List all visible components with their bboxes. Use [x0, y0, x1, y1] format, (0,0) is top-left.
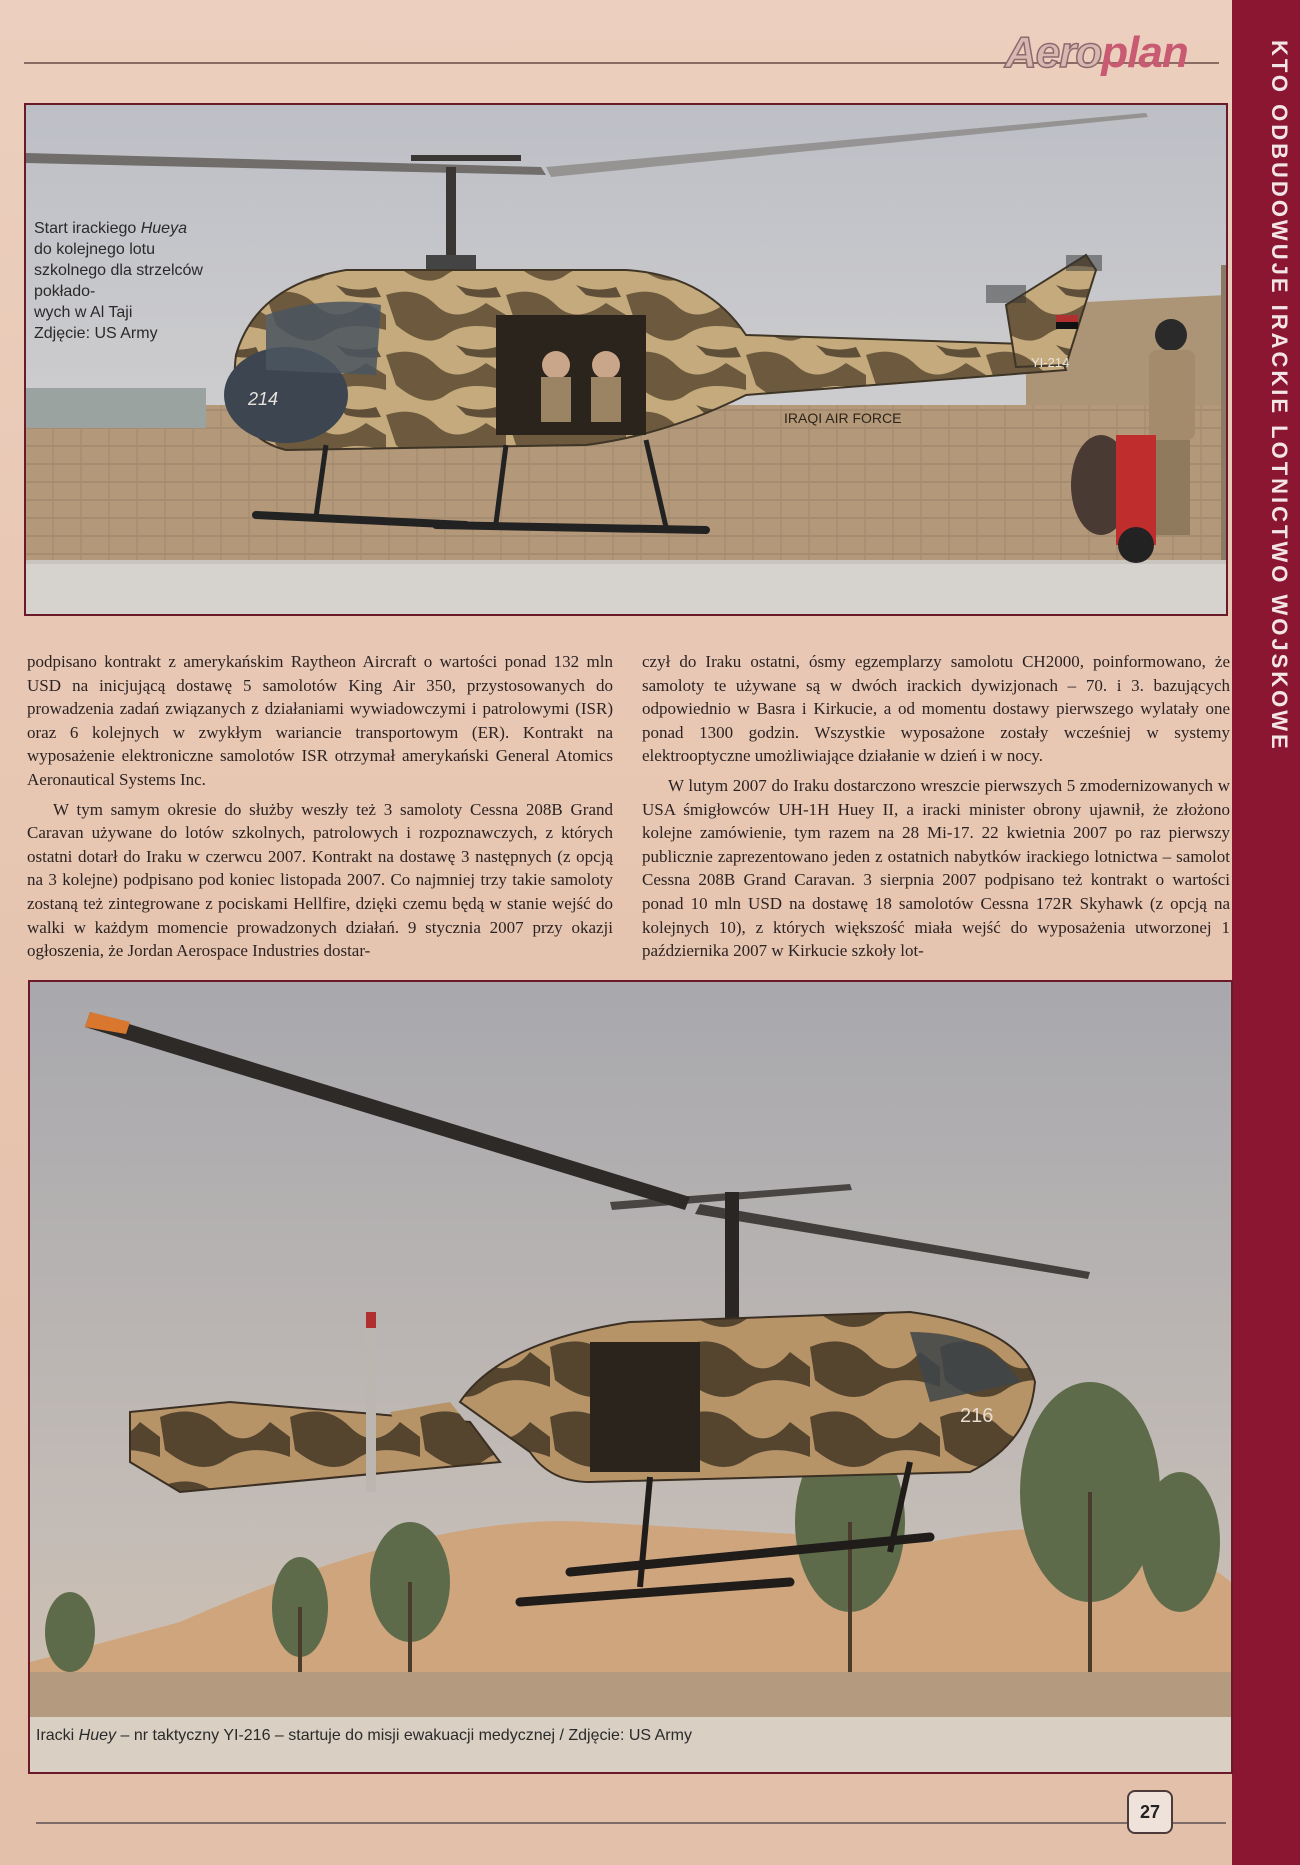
article-column-right	[642, 650, 1230, 963]
article-column-left	[27, 650, 613, 963]
magazine-logo: Aeroplan	[1005, 28, 1188, 77]
photo-helicopter-216	[28, 980, 1233, 1774]
tail-number-216: 216	[960, 1405, 994, 1427]
paragraph: W tym samym okresie do służby weszły też 3 samoloty Cessna 208B Grand Caravan używane do lotów szkolnych, patrolowych i rozpoznawczych, z których ostatni dotarł do Iraku w czerwcu 2007. Kontrakt na dostawę 3 następnych (z opcją na 3 kolejne) podpisano pod koniec listopada 2007. Co najmniej trzy takie samoloty zostaną też zintegrowane z pociskami Hellfire, dzięki czemu będą w stanie wejść do walki w każdym momencie prowadzonych działań. 9 stycznia 2007 przy okazji ogłoszenia, że Jordan Aerospace Industries dostar-	[27, 799, 613, 961]
photo2-caption: Iracki Huey – nr taktyczny YI-216 – startuje do misji ewakuacji medycznej / Zdjęcie: US Army	[36, 1727, 692, 1744]
side-band	[1232, 0, 1300, 1865]
tail-code: YI-214	[1031, 355, 1070, 370]
tail-number-214: 214	[248, 389, 279, 409]
photo-helicopter-214	[24, 103, 1228, 616]
paragraph: W lutym 2007 do Iraku dostarczono wreszcie pierwszych 5 zmodernizowanych w USA śmigłowców UH-1H Huey II, a iracki minister obrony ujawnił, że złożono kolejne zamówienie, tym razem na 28 Mi-17. 22 kwietnia 2007 po raz pierwszy publicznie zaprezentowano jeden z ostatnich nabytków irackiego lotnictwa – samolot Cessna 208B Grand Caravan. 3 sierpnia 2007 podpisano też kontrakt o wartości ponad 10 mln USD na dostawę 18 samolotów Cessna 172R Skyhawk (z opcją na kolejnych 10), z których większość miała wejść do wyposażenia utworzonej 1 października 2007 w Kirkucie szkoły lot-	[642, 775, 1230, 961]
side-title: KTO ODBUDOWUJE IRACKIE LOTNICTWO WOJSKOWE	[1267, 40, 1292, 752]
fuselage-marking: IRAQI AIR FORCE	[784, 410, 902, 426]
paragraph: czył do Iraku ostatni, ósmy egzemplarzy samolotu CH2000, poinformowano, że samoloty te używane są w dwóch irackich dywizjonach – 70. i 3. bazujących odpowiednio w Basra i Kirkucie, a od momentu dostawy pierwszego wylatały one ponad 1300 godzin. Wszystkie wyposażone zostały wcześniej w systemy elektrooptyczne umożliwiające działanie w dzień i w nocy.	[642, 652, 1230, 766]
paragraph: podpisano kontrakt z amerykańskim Raytheon Aircraft o wartości ponad 132 mln USD na inicjującą dostawę 5 samolotów King Air 350, przystosowanych do prowadzenia zadań związanych z działaniami wywiadowczymi i patrolowymi (ISR) oraz 6 kolejnych w zwykłym wariancie transportowym (ER). Kontrakt na wyposażenie elektroniczne samolotów ISR otrzymał amerykański General Atomics Aeronautical Systems Inc.	[27, 652, 613, 789]
footer-rule	[36, 1822, 1226, 1824]
photo1-caption: Start irackiego Hueya do kolejnego lotu szkolnego dla strzelców pokłado- wych w Al Taji Zdjęcie: US Army	[34, 220, 203, 342]
page-number: 27	[1127, 1790, 1173, 1834]
